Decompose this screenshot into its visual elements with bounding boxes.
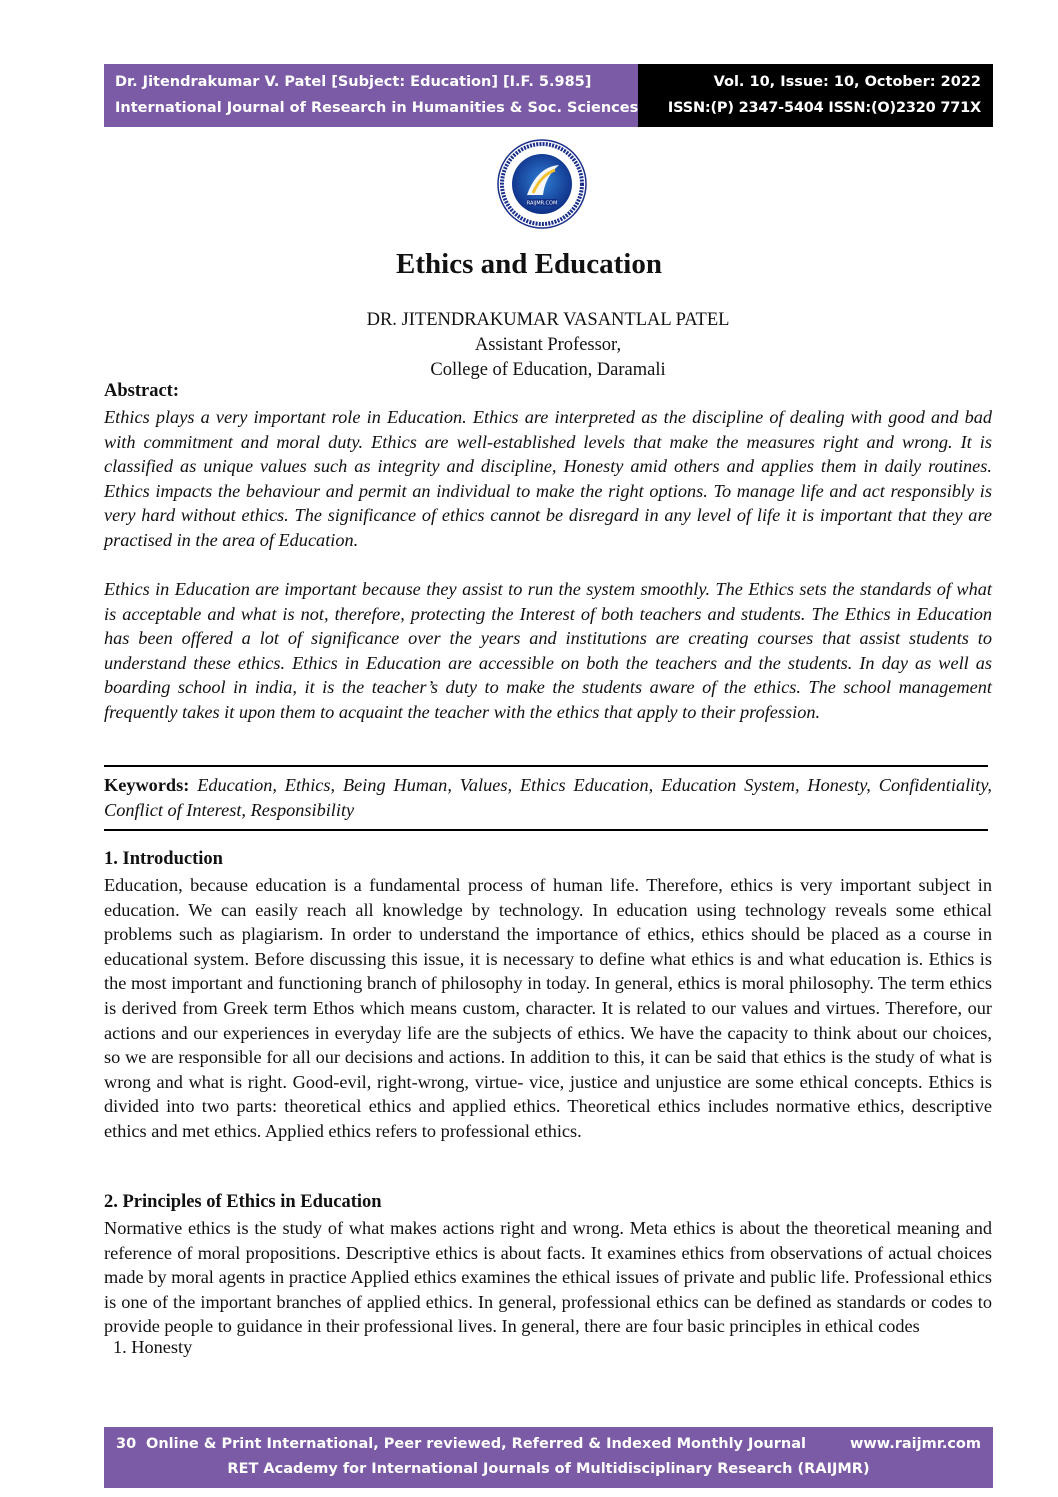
abstract-paragraph-2: Ethics in Education are important because they assist to run the system smoothly. The Ethics sets the standards of what is acceptable and what is not, therefore, protecting the Interest of both teachers and students. The Ethics in Education has been offered a lot of significance over the years and institutions are creating courses that assist students to understand these ethics. Ethics in Education are accessible on both the teachers and the students. In day as well as boarding school in india, it is the teacher’s duty to make the students aware of the ethics. The school management frequently takes it upon them to acquaint the teacher with the ethics that apply to their profession. bbox=[104, 579, 992, 722]
header-volume-issn bbox=[638, 64, 993, 127]
header-issn-line: ISSN:(P) 2347-5404 ISSN:(O)2320 771X bbox=[667, 100, 981, 116]
author-name: DR. JITENDRAKUMAR VASANTLAL PATEL bbox=[366, 310, 730, 330]
abstract-heading: Abstract: bbox=[104, 381, 180, 401]
author-affiliation: College of Education, Daramali bbox=[430, 360, 666, 380]
introduction-body: Education, because education is a fundamental process of human life. Therefore, ethics is very important subject in education. We can easily reach all knowledge by technology. In education using technology reveals some ethical problems such as plagiarism. In order to understand the importance of ethics, ethics should be placed as a course in educational system. Before discussing this issue, it is necessary to define what ethics is and what education is. Ethics is the most important and functioning branch of philosophy in today. In general, ethics is moral philosophy. The term ethics is derived from Greek term Ethos which means custom, character. It is related to our values and virtues. Therefore, our actions and our experiences in everyday life are the subjects of ethics. We have the capacity to think about our choices, so we are responsible for all our decisions and actions. In addition to this, it can be said that ethics is the study of what is wrong and what is right. Good-evil, right-wrong, virtue- vice, justice and unjustice are some ethical concepts. Ethics is divided into two parts: theoretical ethics and applied ethics. Theoretical ethics includes normative ethics, descriptive ethics and met ethics. Applied ethics refers to professional ethics. bbox=[104, 875, 992, 1141]
principles-heading: 2. Principles of Ethics in Education bbox=[104, 1192, 382, 1212]
footer-website-link[interactable]: www.raijmr.com bbox=[849, 1436, 981, 1452]
introduction-heading: 1. Introduction bbox=[104, 849, 223, 869]
header-author-line: Dr. Jitendrakumar V. Patel [Subject: Education] [I.F. 5.985] bbox=[115, 74, 592, 90]
page-number: 30 bbox=[116, 1436, 137, 1452]
footer-publisher-line: RET Academy for International Journals of Multidisciplinary Research (RAIJMR) bbox=[227, 1461, 870, 1477]
keywords-top-rule bbox=[104, 765, 988, 767]
author-block bbox=[0, 308, 1058, 383]
journal-header bbox=[104, 64, 993, 127]
keywords-block bbox=[104, 773, 992, 822]
keywords-label: Keywords: bbox=[104, 775, 190, 795]
journal-footer bbox=[104, 1427, 993, 1488]
page-title: Ethics and Education bbox=[396, 248, 662, 280]
header-author-journal bbox=[104, 64, 638, 127]
list-item: 1. Honesty bbox=[113, 1337, 193, 1357]
author-position: Assistant Professor, bbox=[474, 335, 622, 355]
header-volume-line: Vol. 10, Issue: 10, October: 2022 bbox=[713, 74, 981, 90]
footer-journal-line: Online & Print International, Peer reviewed, Referred & Indexed Monthly Journal bbox=[146, 1436, 806, 1452]
principles-body: Normative ethics is the study of what makes actions right and wrong. Meta ethics is about the theoretical meaning and reference of moral propositions. Descriptive ethics is about facts. It examines ethics from observations of actual choices made by moral agents in practice Applied ethics examines the ethical issues of private and public life. Professional ethics is one of the important branches of applied ethics. In general, professional ethics can be defined as standards or codes to provide people to guidance in their professional lives. In general, there are four basic principles in ethical codes bbox=[104, 1218, 992, 1337]
keywords-text: Education, Ethics, Being Human, Values, Ethics Education, Education System, Honesty, Confidentiality, Conflict of Interest, Responsibility bbox=[104, 775, 992, 820]
raijmr-seal-logo bbox=[497, 137, 587, 231]
header-journal-line: International Journal of Research in Humanities & Soc. Sciences bbox=[115, 100, 639, 116]
abstract-paragraph-1: Ethics plays a very important role in Education. Ethics are interpreted as the discipline of dealing with good and bad with commitment and moral duty. Ethics are well-established levels that make the measures right and wrong. It is classified as unique values such as integrity and discipline, Honesty amid others and applies them in daily routines. Ethics impacts the behaviour and permit an individual to make the right options. To manage life and act responsibly is very hard without ethics. The significance of ethics cannot be disregard in any level of life it is important that they are practised in the area of Education. bbox=[104, 407, 992, 550]
keywords-bottom-rule bbox=[104, 829, 988, 831]
logo-site-text: RAIJMR.COM bbox=[526, 200, 558, 207]
